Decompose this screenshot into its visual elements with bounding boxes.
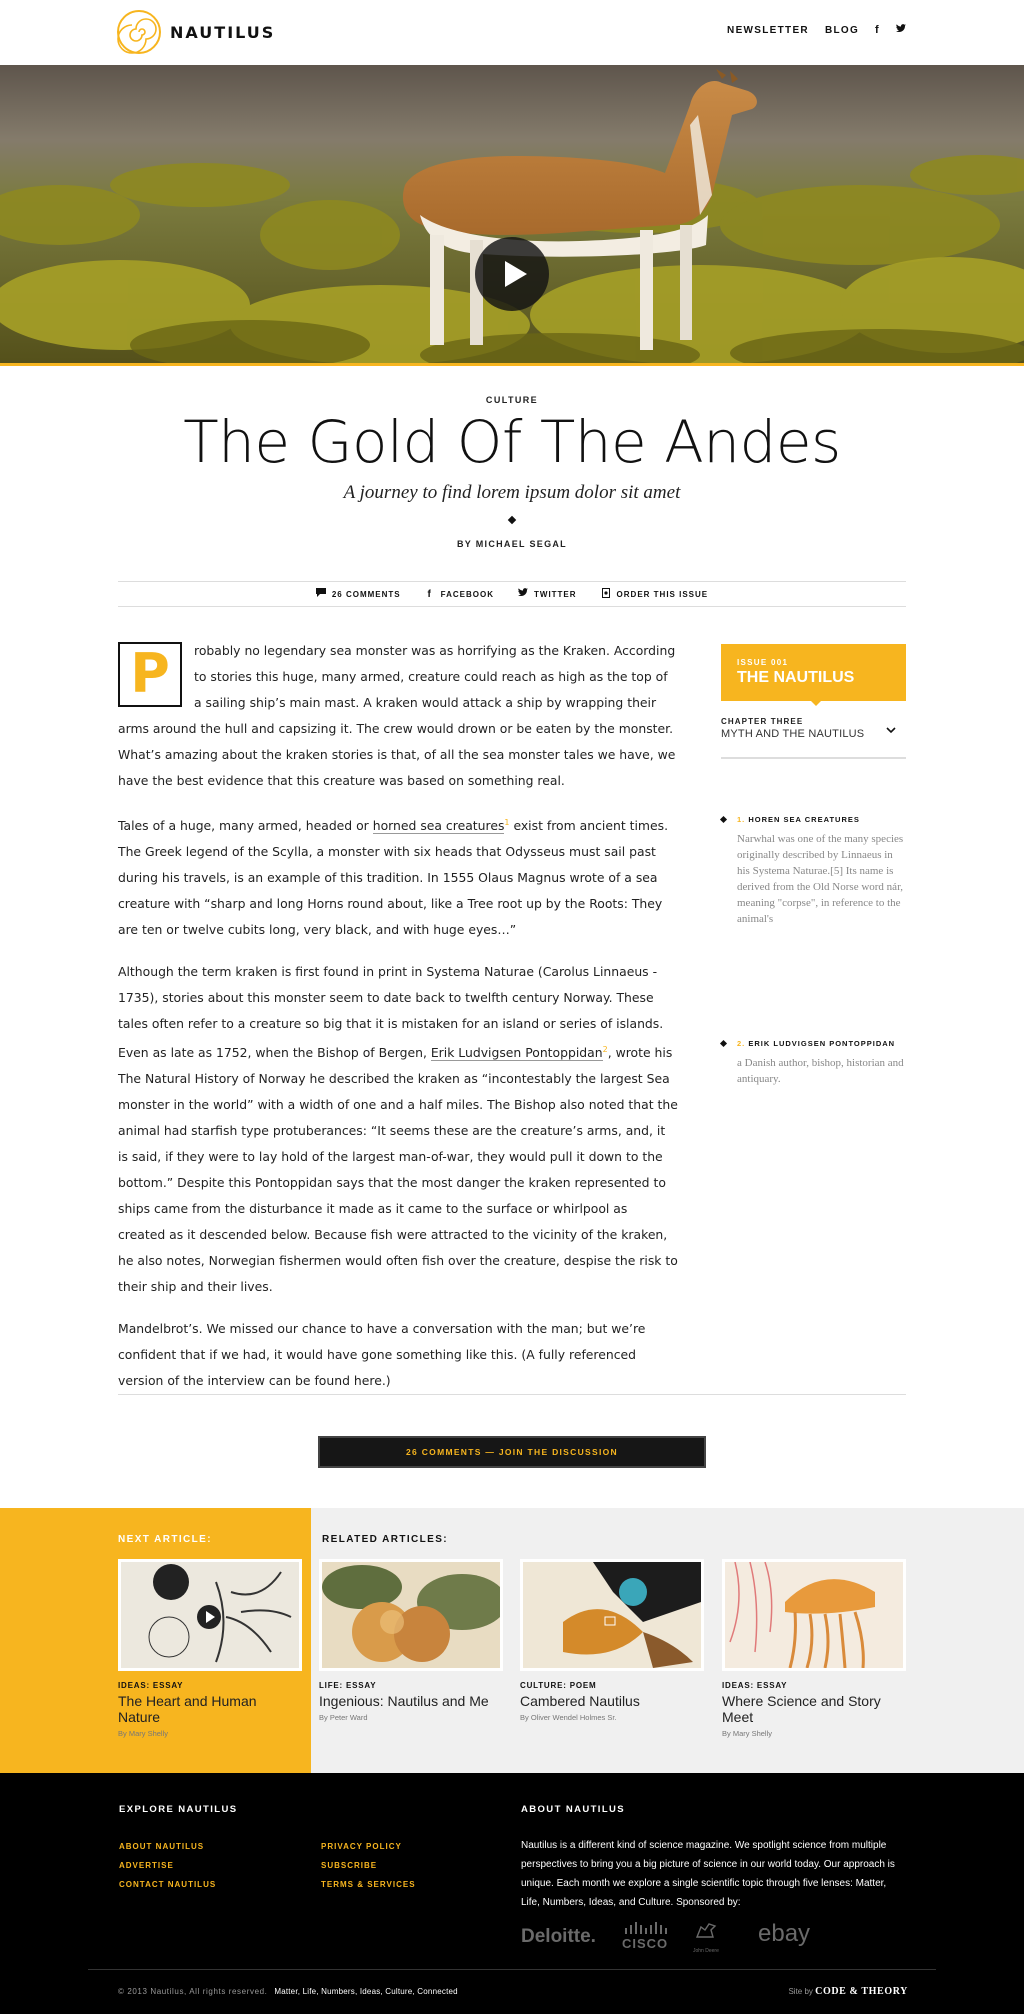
card-category: LIFE: ESSAY bbox=[319, 1681, 377, 1690]
copyright-text: © 2013 Nautilus, All rights reserved. bbox=[118, 1987, 268, 1996]
card-title[interactable]: The Heart and Human Nature bbox=[118, 1693, 257, 1725]
top-nav bbox=[727, 24, 906, 36]
nav-newsletter[interactable]: NEWSLETTER bbox=[727, 24, 809, 36]
card-category: IDEAS: ESSAY bbox=[722, 1681, 788, 1690]
site-logo[interactable] bbox=[116, 9, 275, 55]
body-text: exist from ancient times. The Greek legend of the Scylla, a monster with six heads that Odysseus must sail past during his travels, is an example of this tradition. In 1555 Olaus Magnus wrote of a sea creature with “sharp and long Horns round about, like a Tree root up by the Roots: They are ten or twelve cubits long, very black, and with huge eyes…” bbox=[118, 818, 669, 938]
body-text: Although the term kraken is first found in print in Systema Naturae (Carolus Linnaeus - 1735), stories about this monster seem to date back to twelfth century Norway. These tales often refer to a creature so big that it is mistaken for an island or series of islands. Even as late as 1752, when the Bishop of Bergen, bbox=[118, 964, 664, 1061]
article-subtitle: A journey to find lorem ipsum dolor sit amet bbox=[343, 482, 681, 503]
footer-about-heading: ABOUT NAUTILUS bbox=[521, 1804, 626, 1815]
footnote-number: 1. bbox=[737, 815, 746, 824]
heart-illustration bbox=[121, 1562, 299, 1668]
body-text: , wrote his The Natural History of Norway he described the kraken as “incontestably the largest Sea monster in the world” with a width of one and a half miles. The Bishop also noted that the animal had starfish type protuberances: “It seems these are the creature’s arms, and, it is said, if they were to lay hold of the largest man-of-war, they would pull it down to the bottom.” Despite this Pontoppidan says that the most danger the kraken represented to ships came from the disturbance it made as it came to the surface or whirlpool as created as it descended below. Because fish were attracted to the vicinity of the kraken, he also notes, Norwegian fishermen would often fish over the creature, despise the risk to their ship and their lives. bbox=[118, 1045, 678, 1295]
sponsor-logo-john-deere[interactable] bbox=[693, 1921, 719, 1957]
body-text: Tales of a huge, many armed, headed or bbox=[118, 818, 373, 834]
card-thumbnail[interactable] bbox=[319, 1559, 503, 1671]
share-twitter-label: TWITTER bbox=[534, 589, 577, 599]
article-card[interactable] bbox=[319, 1559, 503, 1722]
share-comments[interactable] bbox=[316, 588, 401, 600]
diamond-bullet-icon bbox=[720, 1040, 727, 1047]
twitter-icon[interactable] bbox=[896, 24, 906, 36]
footnote-link-pontoppidan[interactable]: Erik Ludvigsen Pontoppidan bbox=[430, 1045, 603, 1061]
footer-section-links[interactable]: Matter, Life, Numbers, Ideas, Culture, Connected bbox=[274, 1987, 458, 1996]
nav-blog[interactable]: BLOG bbox=[824, 24, 860, 36]
footnote-title: ERIK LUDVIGSEN PONTOPPIDAN bbox=[748, 1039, 896, 1048]
footer-rule bbox=[88, 1969, 936, 1970]
hero-image bbox=[0, 65, 1024, 364]
nautilus-collage-illustration bbox=[523, 1562, 701, 1668]
peach-illustration bbox=[322, 1562, 500, 1668]
footnote-2 bbox=[721, 1039, 906, 1087]
join-discussion-button[interactable]: 26 COMMENTS — JOIN THE DISCUSSION bbox=[318, 1436, 706, 1468]
card-title[interactable]: Where Science and Story Meet bbox=[722, 1693, 881, 1725]
card-author: By Oliver Wendel Holmes Sr. bbox=[520, 1713, 617, 1722]
logo-wordmark: NAUTILUS bbox=[170, 22, 276, 42]
footnote-number: 2. bbox=[737, 1039, 746, 1048]
body-text: robably no legendary sea monster was as horrifying as the Kraken. According to stories this huge, many armed, creature could reach as high as the top of a sailing ship’s main mast. A kraken would attack a ship by wrapping their arms around the hull and capsizing it. The crew would drown or be eaten by the monster. What’s amazing about the kraken stories is that, of all the sea monster tales we have, we have the best evidence that this creature was based on something real. bbox=[118, 643, 676, 788]
article-title: The Gold Of The Andes bbox=[183, 408, 841, 476]
issue-label: ISSUE 001 bbox=[737, 658, 789, 667]
article-card[interactable] bbox=[118, 1559, 302, 1738]
order-issue-link[interactable] bbox=[601, 588, 709, 601]
next-article-label: NEXT ARTICLE: bbox=[118, 1534, 212, 1545]
site-credit[interactable] bbox=[788, 1986, 908, 1997]
card-title[interactable]: Cambered Nautilus bbox=[520, 1693, 640, 1709]
sponsor-logo-ebay[interactable]: ebay bbox=[758, 1920, 811, 1947]
copyright-line bbox=[118, 1987, 458, 1996]
card-category: IDEAS: ESSAY bbox=[118, 1681, 184, 1690]
share-twitter[interactable] bbox=[518, 588, 577, 600]
john-deere-wordmark: John Deere bbox=[693, 1948, 719, 1954]
deer-icon bbox=[695, 1921, 717, 1939]
body-paragraph bbox=[118, 638, 678, 794]
chevron-down-icon[interactable] bbox=[886, 723, 896, 737]
article-card[interactable] bbox=[520, 1559, 704, 1722]
facebook-icon[interactable]: f bbox=[875, 24, 880, 36]
footer-link-contact[interactable]: CONTACT NAUTILUS bbox=[119, 1880, 217, 1889]
footnote-heading bbox=[721, 1039, 906, 1048]
agency-name: CODE & THEORY bbox=[815, 1986, 908, 1997]
footnote-link-horned-sea-creatures[interactable]: horned sea creatures bbox=[372, 818, 505, 834]
card-author: By Mary Shelly bbox=[118, 1729, 169, 1738]
footer-link-about[interactable]: ABOUT NAUTILUS bbox=[119, 1842, 205, 1851]
footer-link-terms[interactable]: TERMS & SERVICES bbox=[321, 1880, 416, 1889]
article-category[interactable]: CULTURE bbox=[485, 395, 539, 405]
jellyfish-illustration bbox=[725, 1562, 903, 1668]
diamond-divider-icon bbox=[508, 516, 516, 524]
site-by-label: Site by bbox=[788, 1987, 813, 1996]
comment-icon bbox=[316, 588, 326, 600]
footnote-text: a Danish author, bishop, historian and antiquary. bbox=[737, 1057, 904, 1085]
issue-name: THE NAUTILUS bbox=[737, 669, 855, 686]
sponsor-logo-deloitte[interactable]: Deloitte. bbox=[521, 1926, 596, 1947]
play-icon bbox=[475, 237, 549, 311]
share-facebook-label: FACEBOOK bbox=[440, 589, 494, 599]
hero-accent-rule bbox=[0, 363, 1024, 366]
share-bar bbox=[118, 581, 906, 607]
chapter-selector[interactable] bbox=[721, 717, 906, 759]
article-end-divider bbox=[118, 1394, 906, 1395]
sponsor-logo-cisco[interactable] bbox=[622, 1922, 668, 1953]
related-articles-label: RELATED ARTICLES: bbox=[322, 1534, 449, 1545]
footer-about-text: Nautilus is a different kind of science magazine. We spotlight science from multiple perspectives to bring you a big picture of science in our world today. Our approach is unique. Each month we explore a single scientific topic through five lenses: Matter, Life, Numbers, Ideas, and Culture. Sponsored by: bbox=[521, 1840, 895, 1908]
card-thumbnail[interactable] bbox=[722, 1559, 906, 1671]
chapter-label: CHAPTER THREE bbox=[721, 717, 804, 726]
card-title[interactable]: Ingenious: Nautilus and Me bbox=[319, 1693, 489, 1709]
drop-cap: P bbox=[118, 642, 182, 707]
facebook-icon: f bbox=[427, 588, 432, 600]
twitter-icon bbox=[518, 588, 528, 600]
footnote-marker[interactable]: 2 bbox=[602, 1045, 608, 1055]
issue-pointer bbox=[810, 700, 822, 706]
footnote-marker[interactable]: 1 bbox=[504, 818, 510, 827]
hero-illustration bbox=[0, 65, 1024, 364]
body-paragraph bbox=[118, 959, 678, 1300]
issue-box[interactable] bbox=[721, 644, 906, 701]
footnote-title: HOREN SEA CREATURES bbox=[748, 815, 860, 824]
nautilus-logo-icon bbox=[116, 9, 162, 55]
footnote-heading bbox=[721, 815, 906, 824]
site-header bbox=[0, 0, 1024, 65]
order-issue-label: ORDER THIS ISSUE bbox=[616, 589, 709, 599]
video-play-button[interactable] bbox=[475, 237, 549, 311]
card-thumbnail[interactable] bbox=[520, 1559, 704, 1671]
footer-link-advertise[interactable]: ADVERTISE bbox=[119, 1861, 174, 1870]
card-category: CULTURE: POEM bbox=[520, 1681, 597, 1690]
body-paragraph bbox=[118, 810, 678, 943]
card-author: By Mary Shelly bbox=[722, 1729, 773, 1738]
article-card[interactable] bbox=[722, 1559, 906, 1738]
chapter-name: MYTH AND THE NAUTILUS bbox=[721, 728, 865, 740]
cisco-bars-icon bbox=[623, 1922, 667, 1934]
footer-link-subscribe[interactable]: SUBSCRIBE bbox=[321, 1861, 378, 1870]
article-byline: BY MICHAEL SEGAL bbox=[457, 539, 567, 549]
card-author: By Peter Ward bbox=[319, 1713, 368, 1722]
footnote-text: Narwhal was one of the many species originally described by Linnaeus in his Systema Naturae.[5] Its name is derived from the Old Norse word nár, meaning "corpse", in reference to the animal's bbox=[737, 833, 904, 925]
cisco-wordmark: CISCO bbox=[622, 1936, 669, 1951]
card-thumbnail[interactable] bbox=[118, 1559, 302, 1671]
share-comments-label: 26 COMMENTS bbox=[331, 589, 401, 599]
share-facebook[interactable] bbox=[425, 589, 494, 600]
footer-explore-heading: EXPLORE NAUTILUS bbox=[119, 1804, 238, 1815]
magazine-icon bbox=[601, 588, 611, 601]
body-paragraph: Mandelbrot’s. We missed our chance to have a conversation with the man; but we’re confident that if we had, it would have gone something like this. (A fully referenced version of the interview can be found here.) bbox=[118, 1321, 646, 1389]
article-body bbox=[118, 638, 678, 1410]
footer-link-privacy[interactable]: PRIVACY POLICY bbox=[321, 1842, 402, 1851]
footnote-1 bbox=[721, 815, 906, 927]
diamond-bullet-icon bbox=[720, 816, 727, 823]
